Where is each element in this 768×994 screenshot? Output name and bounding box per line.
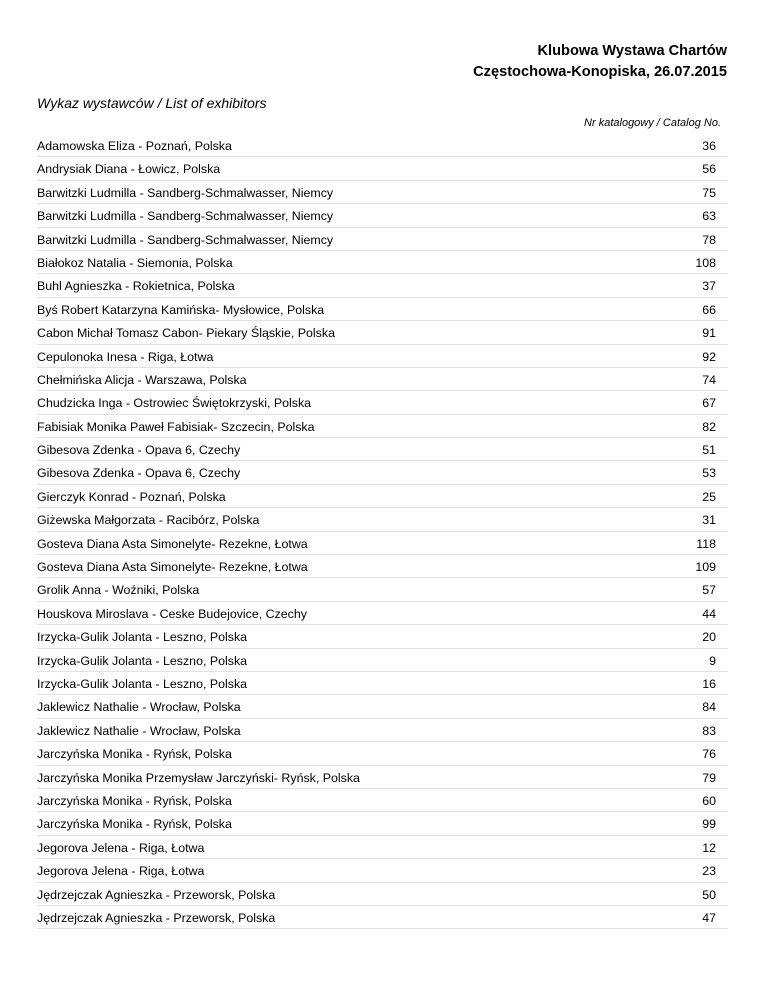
table-row (37, 812, 728, 835)
catalog-number: 92 (702, 349, 716, 364)
exhibitor-name: Jaklewicz Nathalie - Wrocław, Polska (37, 700, 241, 715)
exhibitor-name: Jarczyńska Monika - Ryńsk, Polska (37, 747, 232, 762)
catalog-number: 99 (702, 817, 716, 832)
catalog-number: 44 (702, 606, 716, 621)
exhibitor-name: Gibesova Zdenka - Opava 6, Czechy (37, 443, 241, 458)
catalog-number: 75 (702, 185, 716, 200)
table-row (37, 532, 728, 555)
table-row (37, 438, 728, 461)
table-row (37, 345, 728, 368)
exhibitor-name: Jegorova Jelena - Riga, Łotwa (37, 840, 205, 855)
exhibitor-name: Jarczyńska Monika Przemysław Jarczyński- Ryńsk, Polska (37, 770, 360, 785)
exhibitor-name: Jędrzejczak Agnieszka - Przeworsk, Polska (37, 887, 276, 902)
table-row (37, 134, 728, 157)
table-row (37, 719, 728, 742)
catalog-number: 9 (709, 653, 716, 668)
exhibitor-name: Cabon Michał Tomasz Cabon- Piekary Śląskie, Polska (37, 326, 335, 341)
table-row (37, 298, 728, 321)
title-line-2: Częstochowa-Konopiska, 26.07.2015 (473, 64, 727, 80)
table-row (37, 204, 728, 227)
table-row (37, 766, 728, 789)
subtitle: Wykaz wystawców / List of exhibitors (37, 95, 267, 111)
exhibitor-name: Jegorova Jelena - Riga, Łotwa (37, 864, 205, 879)
exhibitor-name: Barwitzki Ludmilla - Sandberg-Schmalwasser, Niemcy (37, 232, 334, 247)
table-row (37, 251, 728, 274)
exhibitor-name: Byś Robert Katarzyna Kamińska- Mysłowice, Polska (37, 302, 325, 317)
table-row (37, 859, 728, 882)
catalog-number: 53 (702, 466, 716, 481)
catalog-number: 109 (695, 560, 716, 575)
catalog-number: 12 (702, 840, 716, 855)
table-row (37, 508, 728, 531)
exhibitor-name: Jędrzejczak Agnieszka - Przeworsk, Polska (37, 910, 276, 925)
catalog-number: 108 (695, 255, 716, 270)
title-line-1: Klubowa Wystawa Chartów (537, 43, 727, 59)
exhibitor-name: Jaklewicz Nathalie - Wrocław, Polska (37, 723, 241, 738)
catalog-number: 56 (702, 162, 716, 177)
exhibitor-name: Gosteva Diana Asta Simonelyte- Rezekne, Łotwa (37, 536, 308, 551)
table-row (37, 274, 728, 297)
table-row (37, 321, 728, 344)
exhibitor-name: Buhl Agnieszka - Rokietnica, Polska (37, 279, 235, 294)
catalog-number: 25 (702, 489, 716, 504)
catalog-number: 51 (702, 443, 716, 458)
table-row (37, 157, 728, 180)
catalog-number: 76 (702, 747, 716, 762)
exhibitor-name: Giżewska Małgorzata - Racibórz, Polska (37, 513, 260, 528)
catalog-number: 84 (702, 700, 716, 715)
catalog-number: 118 (696, 536, 716, 551)
catalog-number: 23 (702, 864, 716, 879)
catalog-number: 36 (702, 139, 716, 153)
exhibitor-name: Gosteva Diana Asta Simonelyte- Rezekne, Łotwa (37, 560, 308, 575)
catalog-number: 82 (702, 419, 716, 434)
catalog-number: 63 (702, 209, 716, 224)
catalog-number: 47 (702, 910, 716, 925)
document-title (473, 41, 727, 83)
exhibitor-name: Jarczyńska Monika - Ryńsk, Polska (37, 817, 232, 832)
exhibitor-name: Andrysiak Diana - Łowicz, Polska (37, 162, 221, 177)
catalog-number: 60 (702, 793, 716, 808)
table-row (37, 695, 728, 718)
table-row (37, 368, 728, 391)
exhibitor-name: Irzycka-Gulik Jolanta - Leszno, Polska (37, 653, 248, 668)
exhibitor-name: Jarczyńska Monika - Ryńsk, Polska (37, 793, 232, 808)
exhibitor-name: Chudzicka Inga - Ostrowiec Świętokrzyski, Polska (37, 396, 312, 411)
table-row (37, 555, 728, 578)
exhibitor-name: Gierczyk Konrad - Poznań, Polska (37, 489, 226, 504)
catalog-number: 79 (702, 770, 716, 785)
catalog-number: 37 (702, 279, 716, 294)
table-row (37, 578, 728, 601)
table-row (37, 906, 728, 929)
catalog-number: 20 (702, 630, 716, 645)
table-row (37, 883, 728, 906)
table-row (37, 672, 728, 695)
catalog-number: 66 (702, 302, 716, 317)
exhibitor-name: Grolik Anna - Woźniki, Polska (37, 583, 200, 598)
exhibitor-name: Cepulonoka Inesa - Riga, Łotwa (37, 349, 214, 364)
table-row (37, 391, 728, 414)
catalog-number: 57 (702, 583, 716, 598)
exhibitor-name: Białokoz Natalia - Siemonia, Polska (37, 255, 233, 270)
exhibitor-name: Houskova Miroslava - Ceske Budejovice, Czechy (37, 606, 307, 621)
table-row (37, 415, 728, 438)
catalog-number: 16 (702, 676, 716, 691)
table-row (37, 649, 728, 672)
catalog-number-header: Nr katalogowy / Catalog No. (584, 117, 721, 129)
exhibitor-name: Chełmińska Alicja - Warszawa, Polska (37, 372, 247, 387)
table-row (37, 228, 728, 251)
catalog-number: 31 (702, 513, 716, 528)
table-row (37, 181, 728, 204)
catalog-number: 67 (702, 396, 716, 411)
exhibitor-name: Adamowska Eliza - Poznań, Polska (37, 139, 232, 153)
catalog-number: 74 (702, 372, 716, 387)
catalog-number: 78 (702, 232, 716, 247)
exhibitor-name: Irzycka-Gulik Jolanta - Leszno, Polska (37, 630, 248, 645)
catalog-number: 83 (702, 723, 716, 738)
exhibitor-name: Irzycka-Gulik Jolanta - Leszno, Polska (37, 676, 248, 691)
table-row (37, 602, 728, 625)
table-row (37, 742, 728, 765)
catalog-number: 50 (702, 887, 716, 902)
table-row (37, 625, 728, 648)
table-row (37, 789, 728, 812)
exhibitor-name: Fabisiak Monika Paweł Fabisiak- Szczecin, Polska (37, 419, 315, 434)
table-row (37, 836, 728, 859)
exhibitor-name: Barwitzki Ludmilla - Sandberg-Schmalwasser, Niemcy (37, 209, 334, 224)
table-row (37, 485, 728, 508)
exhibitor-list (37, 134, 728, 929)
catalog-number: 91 (702, 326, 716, 341)
table-row (37, 461, 728, 484)
exhibitor-name: Gibesova Zdenka - Opava 6, Czechy (37, 466, 241, 481)
exhibitor-name: Barwitzki Ludmilla - Sandberg-Schmalwasser, Niemcy (37, 185, 334, 200)
